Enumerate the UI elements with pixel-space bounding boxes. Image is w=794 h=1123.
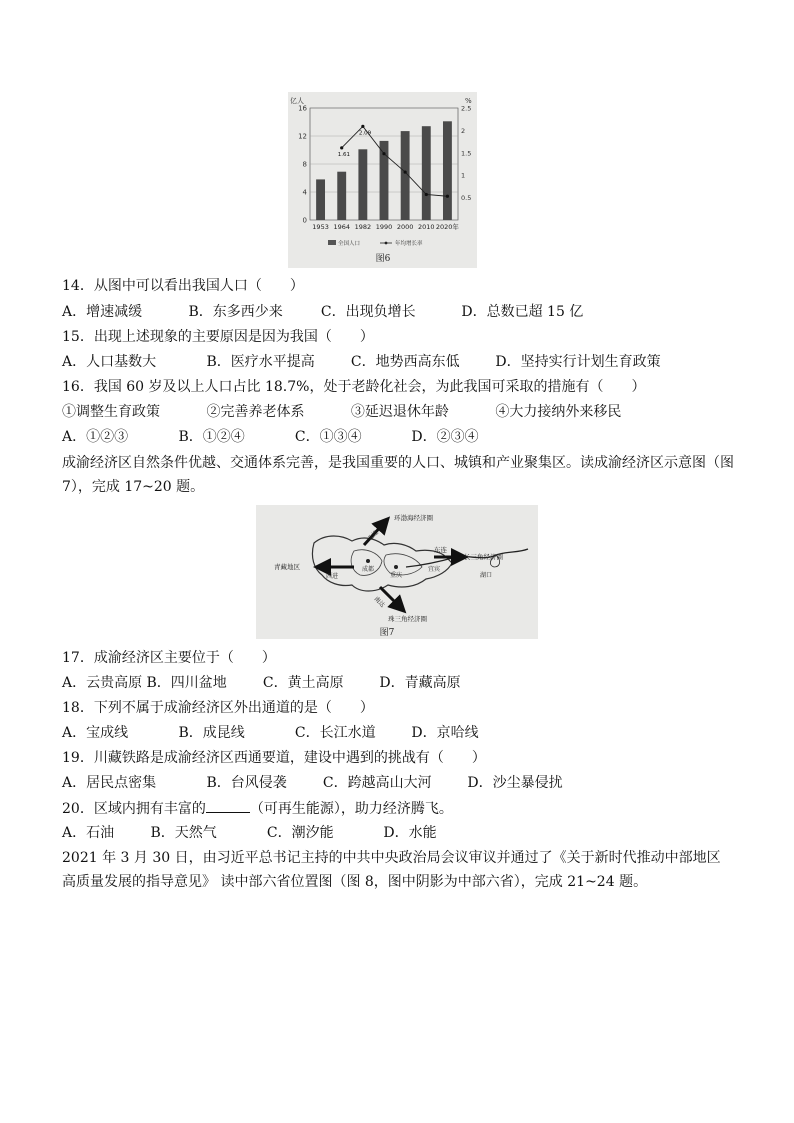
x-tick-label: 1982 [354, 223, 372, 231]
option-c[interactable]: C．地势西高东低 [350, 354, 460, 370]
west-label: 西进 [326, 573, 339, 580]
intro-17-20: 成渝经济区自然条件优越、交通体系完善，是我国重要的人口、城镇和产业聚集区。读成渝经济区示意图（图7），完成 17~20 题。 [62, 455, 734, 495]
option-c[interactable]: C．潮汐能 [266, 825, 334, 841]
south-label: 南达 [372, 595, 387, 609]
y-left-tick-label: 16 [298, 104, 307, 113]
population-bar [358, 149, 367, 220]
legend-line-label: 年均增长率 [395, 241, 423, 247]
population-chart [288, 92, 477, 268]
question-20-stem-suffix: （可再生能源），助力经济腾飞。 [249, 801, 453, 817]
chengdu-dot [366, 559, 370, 563]
population-bar [316, 179, 325, 220]
item-1: ①调整生育政策 [62, 404, 160, 420]
option-a[interactable]: A．人口基数大 [62, 354, 157, 370]
question-16-stem: 16．我国 60 岁及以上人口占比 18.7%，处于老龄化社会，为此我国可采取的措施有（ ） [62, 379, 646, 395]
option-d[interactable]: D．沙尘暴侵扰 [467, 775, 563, 791]
y-right-tick-label: 2 [461, 126, 466, 135]
item-2: ②完善养老体系 [206, 404, 305, 420]
growth-rate-data-label: 2.09 [358, 130, 372, 137]
y-left-unit: 亿人 [290, 97, 304, 105]
option-b[interactable]: B．①②④ [178, 429, 245, 445]
y-right-unit: % [465, 97, 472, 105]
figure-6-caption: 图6 [375, 254, 391, 264]
chart-legend [328, 239, 423, 247]
x-tick-label: 2020年 [435, 223, 459, 231]
growth-rate-point [382, 152, 385, 155]
option-a[interactable]: A．石油 [62, 825, 115, 841]
y-left-tick-label: 8 [302, 160, 307, 169]
option-c[interactable]: C．①③④ [294, 429, 362, 445]
figure-7 [256, 505, 538, 639]
question-16-items [62, 402, 621, 422]
yibin-label: 宜宾 [428, 566, 441, 573]
y-right-tick-label: 1.5 [461, 149, 472, 158]
option-b[interactable]: B．东多西少来 [188, 304, 283, 320]
y-left-tick-label: 0 [302, 216, 307, 225]
option-b[interactable]: B．台风侵袭 [206, 775, 287, 791]
population-bar [422, 126, 431, 220]
question-20-stem-prefix: 20．区域内拥有丰富的 [62, 801, 206, 817]
question-14-stem: 14．从图中可以看出我国人口（ ） [62, 278, 304, 294]
option-b[interactable]: B．天然气 [150, 825, 217, 841]
option-d[interactable]: D．坚持实行计划生育政策 [495, 354, 661, 370]
growth-rate-point [404, 170, 407, 173]
item-4: ④大力接纳外来移民 [495, 404, 622, 420]
option-a[interactable]: A．①②③ [62, 429, 129, 445]
growth-rate-line [342, 126, 448, 196]
east-region-label: 长三角经济圈 [464, 553, 503, 561]
question-18-stem: 18．下列不属于成渝经济区外出通道的是（ ） [62, 700, 374, 716]
intro-21-24: 2021 年 3 月 30 日，由习近平总书记主持的中共中央政治局会议审议并通过了《关于新时代推动中部地区高质量发展的指导意见》 读中部六省位置图（图 8，图中阴影为中部六省），完成 21~24 题。 [62, 850, 721, 890]
option-a[interactable]: A．宝成线 [62, 725, 129, 741]
question-19-stem: 19．川藏铁路是成渝经济区西通要道，建设中遇到的挑战有（ ） [62, 750, 486, 766]
option-d[interactable]: D．水能 [383, 825, 437, 841]
question-20-stem [62, 798, 453, 819]
chongqing-label: 重庆 [390, 572, 403, 579]
east-label: 东连 [434, 546, 447, 554]
chengyu-map [256, 505, 538, 639]
chengdu-label: 成都 [362, 566, 375, 573]
option-b[interactable]: B．成昆线 [178, 725, 245, 741]
option-b[interactable]: B．四川盆地 [146, 675, 227, 691]
growth-rate-point [446, 195, 449, 198]
option-b[interactable]: B．医疗水平提高 [206, 354, 315, 370]
y-right-tick-label: 1 [461, 171, 466, 180]
y-right-tick-label: 2.5 [461, 104, 472, 113]
y-right-tick-label: 0.5 [461, 194, 472, 203]
option-c[interactable]: C．黄土高原 [262, 675, 344, 691]
chongqing-dot [394, 565, 398, 569]
question-19-options [62, 773, 563, 793]
north-region-label: 环渤海经济圈 [394, 514, 433, 522]
growth-rate-point [361, 125, 364, 128]
option-c[interactable]: C．跨越高山大河 [322, 775, 432, 791]
question-14-options [62, 302, 583, 322]
option-a[interactable]: A．增速减缓 [62, 304, 143, 320]
y-left-tick-label: 12 [298, 132, 307, 141]
figure-7-caption: 图7 [379, 628, 395, 638]
south-region-label: 珠三角经济圈 [388, 615, 427, 623]
answer-blank[interactable] [206, 798, 250, 813]
legend-line-marker [385, 242, 388, 245]
figure-6 [288, 92, 477, 268]
option-d[interactable]: D．总数已超 15 亿 [461, 304, 584, 320]
west-region-label: 青藏地区 [274, 563, 300, 571]
question-17-options [62, 673, 461, 693]
growth-rate-point [425, 193, 428, 196]
north-label: 北连 [366, 528, 380, 543]
item-3: ③延迟退休年龄 [350, 404, 449, 420]
x-tick-label: 2010 [418, 223, 435, 231]
question-15-options [62, 352, 661, 372]
question-15-stem: 15．出现上述现象的主要原因是因为我国（ ） [62, 329, 374, 345]
option-a[interactable]: A．云贵高原 [62, 675, 143, 691]
x-tick-label: 1964 [333, 223, 350, 231]
option-d[interactable]: D．京哈线 [411, 725, 479, 741]
option-a[interactable]: A．居民点密集 [62, 775, 157, 791]
growth-rate-point [340, 146, 343, 149]
y-left-tick-label: 4 [302, 188, 307, 197]
question-16-options [62, 427, 479, 447]
x-tick-label: 1953 [312, 223, 329, 231]
question-18-options [62, 723, 479, 743]
question-17-stem: 17．成渝经济区主要位于（ ） [62, 650, 276, 666]
option-c[interactable]: C．长江水道 [294, 725, 376, 741]
option-d[interactable]: D．②③④ [411, 429, 479, 445]
legend-bar-swatch [328, 240, 336, 245]
option-c[interactable]: C．出现负增长 [320, 304, 416, 320]
option-d[interactable]: D．青藏高原 [379, 675, 461, 691]
question-20-options [62, 823, 437, 843]
x-tick-label: 1990 [375, 223, 393, 231]
legend-bar-label: 全国人口 [338, 241, 361, 247]
x-tick-label: 2000 [396, 223, 414, 231]
port-label: 湖口 [480, 572, 493, 579]
population-bar [443, 121, 452, 220]
population-bar [337, 172, 346, 220]
growth-rate-data-label: 1.61 [337, 151, 350, 158]
